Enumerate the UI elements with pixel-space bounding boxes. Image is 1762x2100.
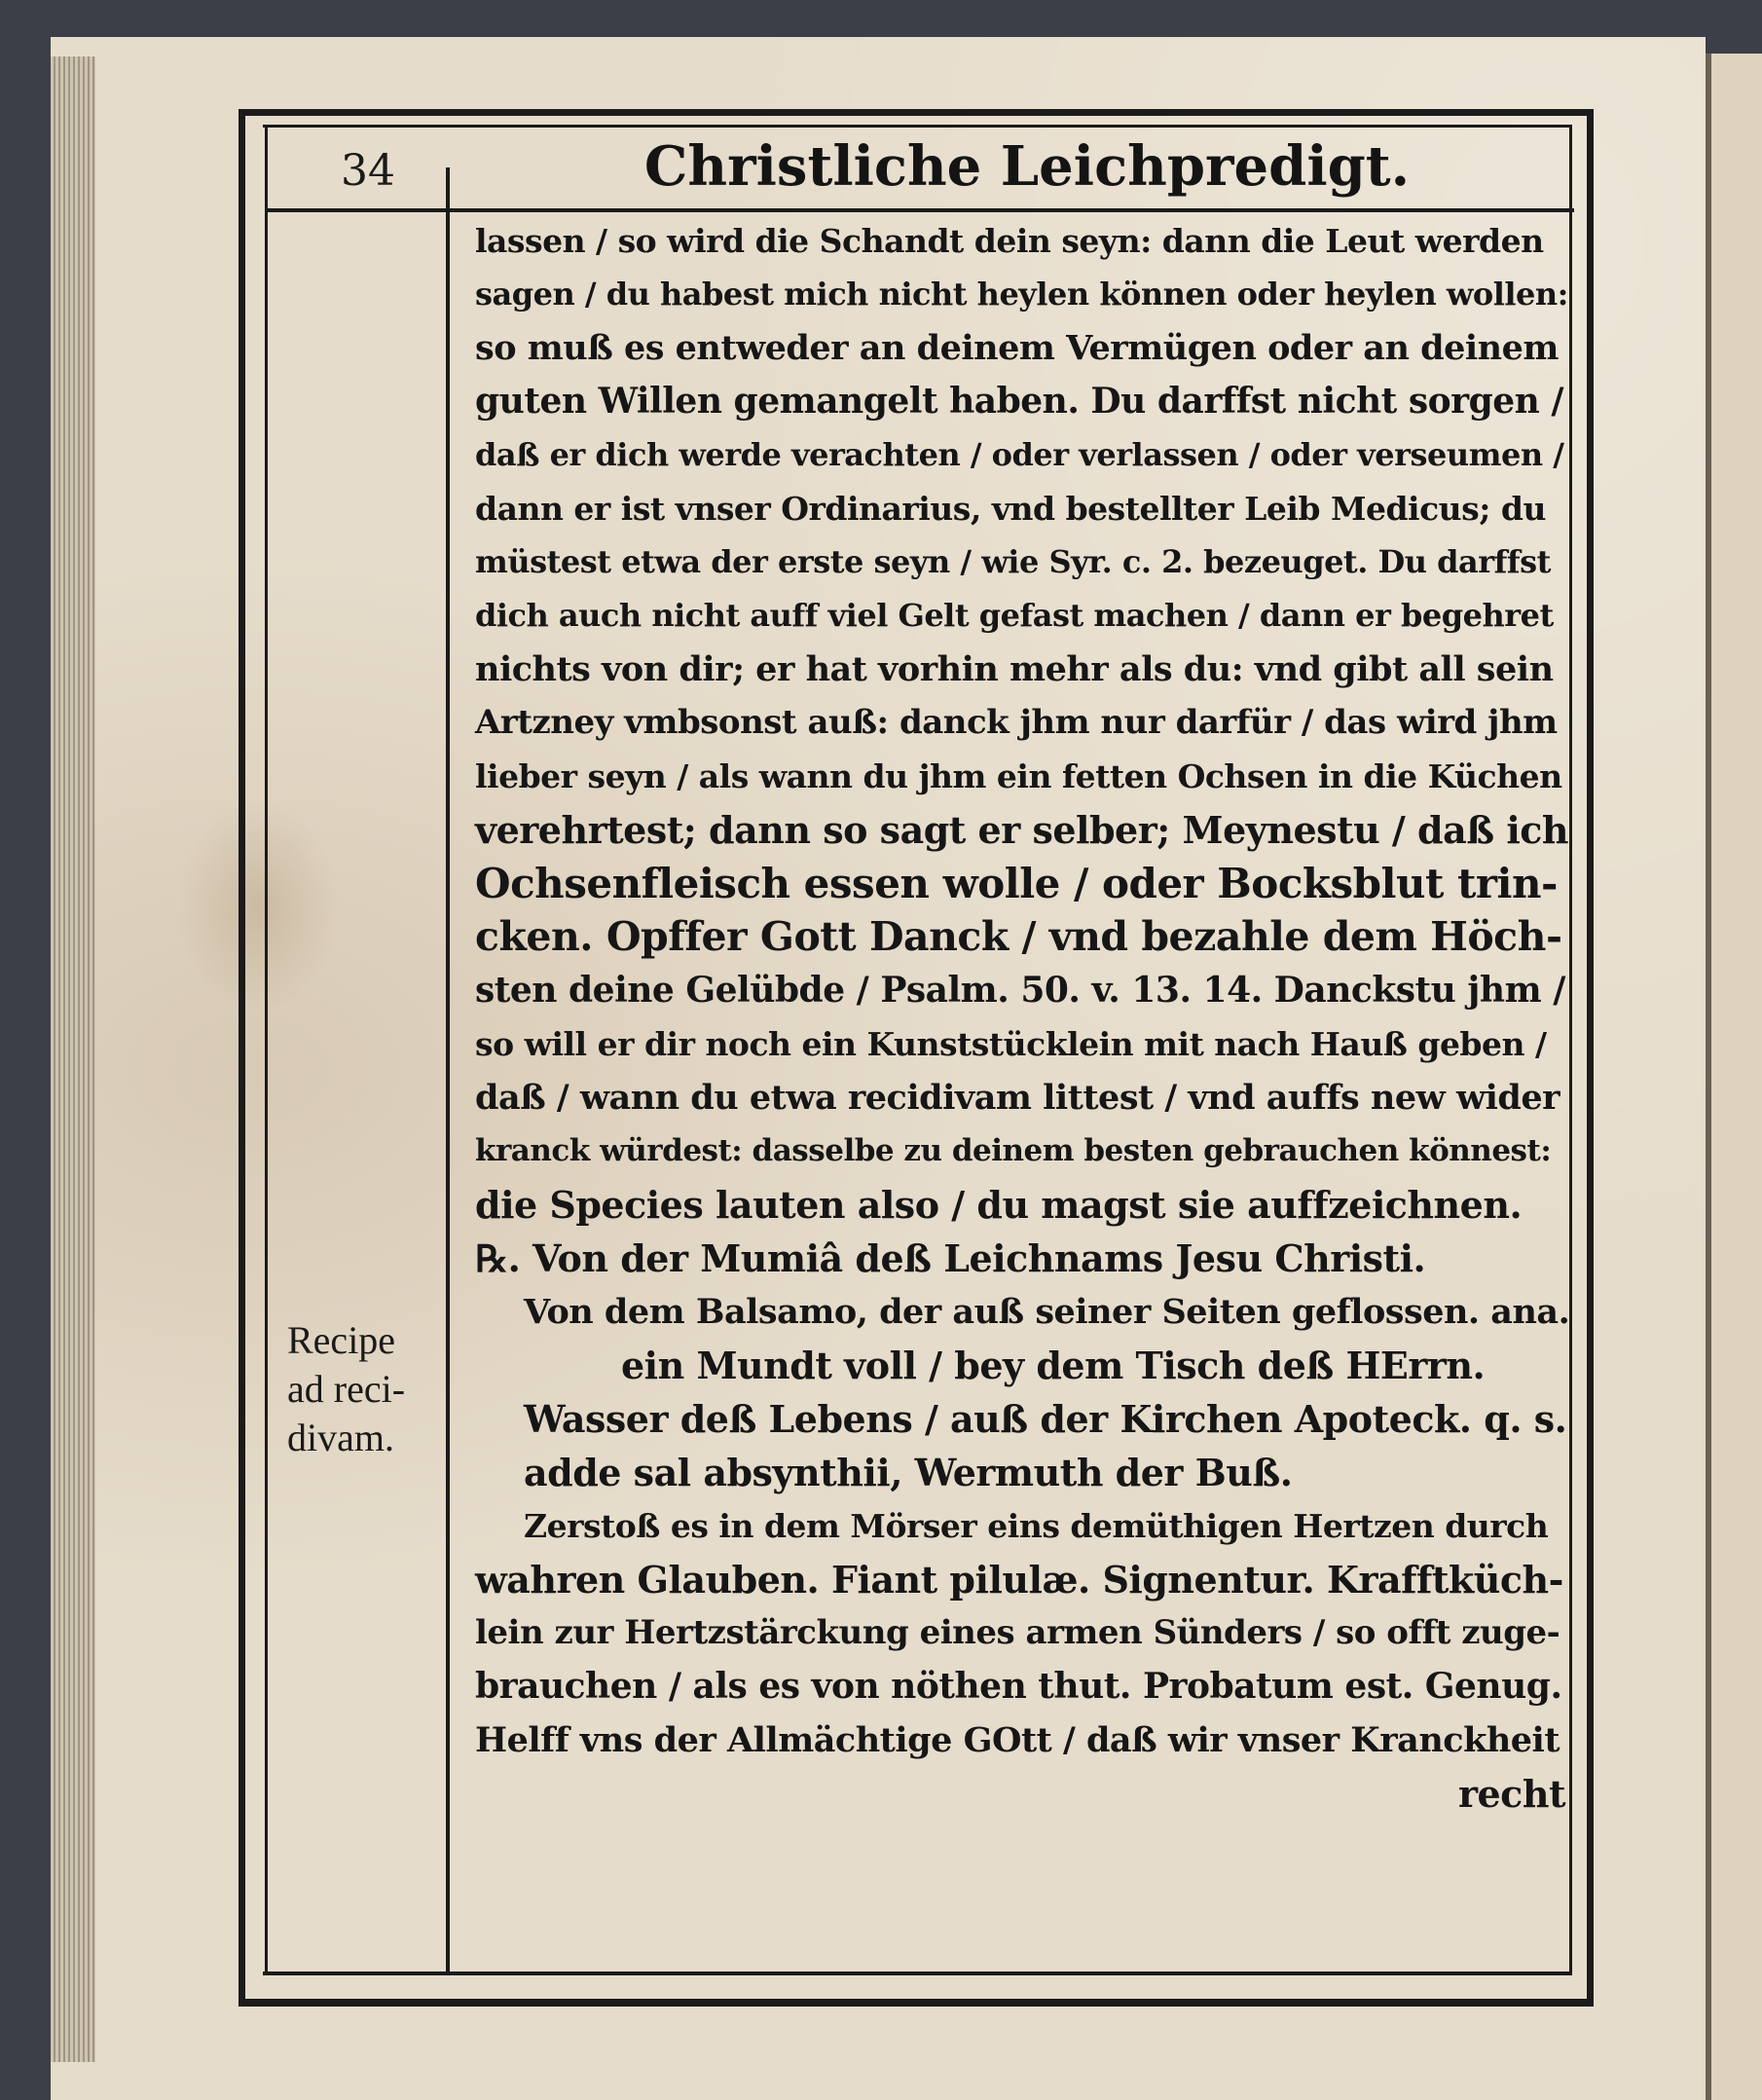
recipe-line: Von dem Balsamo, der auß seiner Seiten geflossen. ana.	[524, 1292, 1570, 1332]
text-line: daß / wann du etwa recidivam littest / vnd auffs new wider	[475, 1078, 1560, 1118]
frame-top-rule	[239, 109, 1594, 116]
text-line: Artzney vmbsonst auß: danck jhm nur darfür / das wird jhm	[475, 703, 1558, 742]
frame-left-thin-rule	[265, 125, 268, 1974]
frame-bottom-rule	[239, 1999, 1594, 2007]
text-line: so will er dir noch ein Kunststücklein mit nach Hauß geben /	[475, 1025, 1547, 1063]
frame-top-thin-rule	[263, 125, 1572, 128]
head-rule	[265, 208, 1574, 212]
text-line: dann er ist vnser Ordinarius, vnd bestellter Leib Medicus; du	[475, 490, 1546, 528]
text-line: lein zur Hertzstärckung eines armen Sünders / so offt zuge-	[475, 1613, 1560, 1652]
facing-page-edge	[1706, 54, 1762, 2100]
text-line: Zerstoß es in dem Mörser eins demüthigen Hertzen durch	[524, 1507, 1549, 1545]
text-line: lieber seyn / als wann du jhm ein fetten Ochsen in die Küchen	[475, 757, 1562, 795]
text-line-quotation: Ochsenfleisch essen wolle / oder Bocksblut trin-	[475, 860, 1558, 907]
frame-bottom-thin-rule	[263, 1971, 1572, 1975]
text-line: verehrtest; dann so sagt er selber; Meynestu / daß ich	[475, 808, 1569, 852]
page-number: 34	[341, 146, 395, 196]
text-line: Helff vns der Allmächtige GOtt / daß wir vnser Kranckheit	[475, 1720, 1560, 1760]
recipe-line: ℞. Von der Mumiâ deß Leichnams Jesu Christi.	[475, 1236, 1426, 1280]
text-line: brauchen / als es von nöthen thut. Probatum est. Genug.	[475, 1666, 1562, 1707]
recipe-line: adde sal absynthii, Wermuth der Buß.	[524, 1451, 1293, 1494]
page-edges	[51, 56, 95, 2062]
margin-note-line: Recipe	[287, 1318, 396, 1362]
running-head: Christliche Leichpredigt.	[643, 134, 1411, 199]
recipe-line: Wasser deß Lebens / auß der Kirchen Apoteck. q. s.	[524, 1397, 1567, 1441]
text-line: wahren Glauben. Fiant pilulæ. Signentur. Krafftküch-	[475, 1558, 1563, 1602]
recipe-line: ein Mundt voll / bey dem Tisch deß HErrn.	[621, 1344, 1486, 1387]
text-line-quotation: cken. Opffer Gott Danck / vnd bezahle dem Höch-	[475, 913, 1562, 960]
text-line: sten deine Gelübde / Psalm. 50. v. 13. 14. Danckstu jhm /	[475, 970, 1565, 1011]
paper-stain	[175, 798, 341, 1013]
text-line: kranck würdest: dasselbe zu deinem besten gebrauchen könnest:	[475, 1133, 1552, 1168]
text-line: so muß es entweder an deinem Vermügen oder an deinem	[475, 328, 1559, 368]
margin-column-rule	[446, 167, 450, 1973]
frame-right-rule	[1587, 109, 1594, 2007]
text-line: sagen / du habest mich nicht heylen können oder heylen wollen:	[475, 276, 1568, 313]
text-line: nichts von dir; er hat vorhin mehr als du: vnd gibt all sein	[475, 649, 1554, 689]
margin-note	[287, 1316, 423, 1462]
text-line: guten Willen gemangelt haben. Du darffst nicht sorgen /	[475, 381, 1563, 422]
text-line: dich auch nicht auff viel Gelt gefast machen / dann er begehret	[475, 597, 1554, 634]
body-text	[475, 214, 1570, 1821]
catchword: recht	[1457, 1772, 1565, 1816]
text-line: müstest etwa der erste seyn / wie Syr. c. 2. bezeuget. Du darffst	[475, 543, 1551, 580]
text-line: die Species lauten also / du magst sie auffzeichnen.	[475, 1183, 1523, 1227]
text-line: daß er dich werde verachten / oder verlassen / oder verseumen /	[475, 436, 1564, 473]
margin-note-line: ad reci-	[287, 1367, 406, 1411]
text-line: lassen / so wird die Schandt dein seyn: dann die Leut werden	[475, 222, 1544, 260]
frame-left-rule	[239, 109, 245, 2007]
margin-note-line: divam.	[287, 1416, 394, 1459]
